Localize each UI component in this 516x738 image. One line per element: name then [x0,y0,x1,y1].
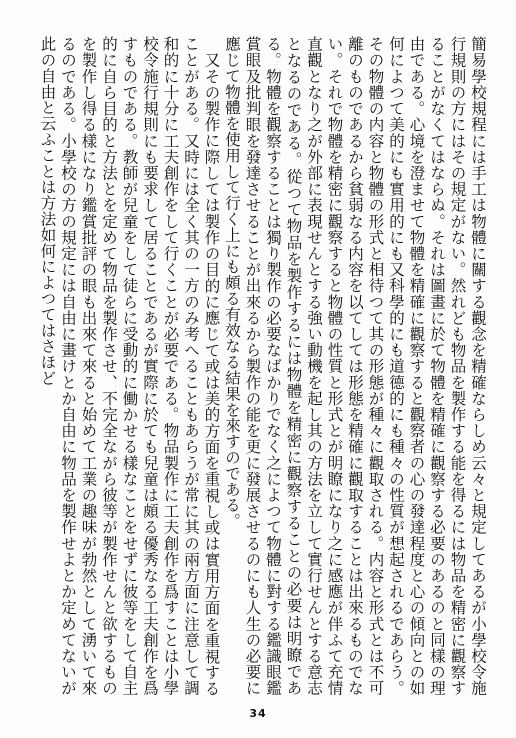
page-number: 34 [249,707,267,720]
paragraph-1: 簡易學校規程には手工は物體に關する觀念を精確ならしめ云々と規定してあるが小學校令施行規則の方にはその規定がない。然れども物品を製作する能を得るには物品を精密に觀察することがなくてはならぬ。それは圖畫に於て物體を精確に觀察する必要のあるのと同樣の理由である。心境を澄ませて物體を精確に觀察すると觀察者の心の發達程度と心の傾向との如何によつて美的にも實用的にも又科學的にも道德的にも種々の性質が想起されるであらう。その物體の内容と物體の形式と相待つて其の形態が種々に觀取される。内容と形式とは不可離のものであるから貧弱なる内容を以てしては形態を精確に觀取することは出來るものでない。それで物體を精密に觀察すると物體の性質と形式とが明瞭になり之に感應が伴ふて充情直觀となり之が外部に表現せんとする強い動機を起し其の方法を立して實行せんとする意志となるのである。從つて物品を製作するには物體を精密に觀察することの必要は明瞭である。物體を觀察することは獨り製作の必要なばかりでなく之によつて物體に對する鑑識眼鑑賞眼及批判眼を發達させることが出來るから製作の能を更に發展させるのにも人生の必要に應じて物體を使用して行く上にも頗る有效なる結果を來すのである。 [223,36,487,696]
vertical-text-body [38,36,488,696]
paragraph-2: 又その製作に際しては製作の目的に應じて或は美的方面を重視し或は實用方面を重視することがある。又時には全く其の一方のみ考へることもあらうが常に其の兩方面に注意して調和的に十分に工夫創作をして行くことが必要である。物品製作に工夫創作を爲すことは小學校令施行規則にも要求して居ることであるが實際に於ても兒童は頗る優秀なる工夫創作を爲すものである。教師が兒童をして徒らに受動的に働かせる樣なことをせずに彼等をして自主的に自ら目的と方法とを定めて物品を製作させ、不完全ながら彼等が製作せんと欲するものを製作し得る樣になり鑑賞批評の眼も出來て來ると始めて工業の趣味が勃然として湧いて來るのである。小學校の方の規定には自由に畫けとか自由に物品を製作せよとか定めてないが此の自由と云ふことは方法如何によつてはさほど [38,36,221,696]
